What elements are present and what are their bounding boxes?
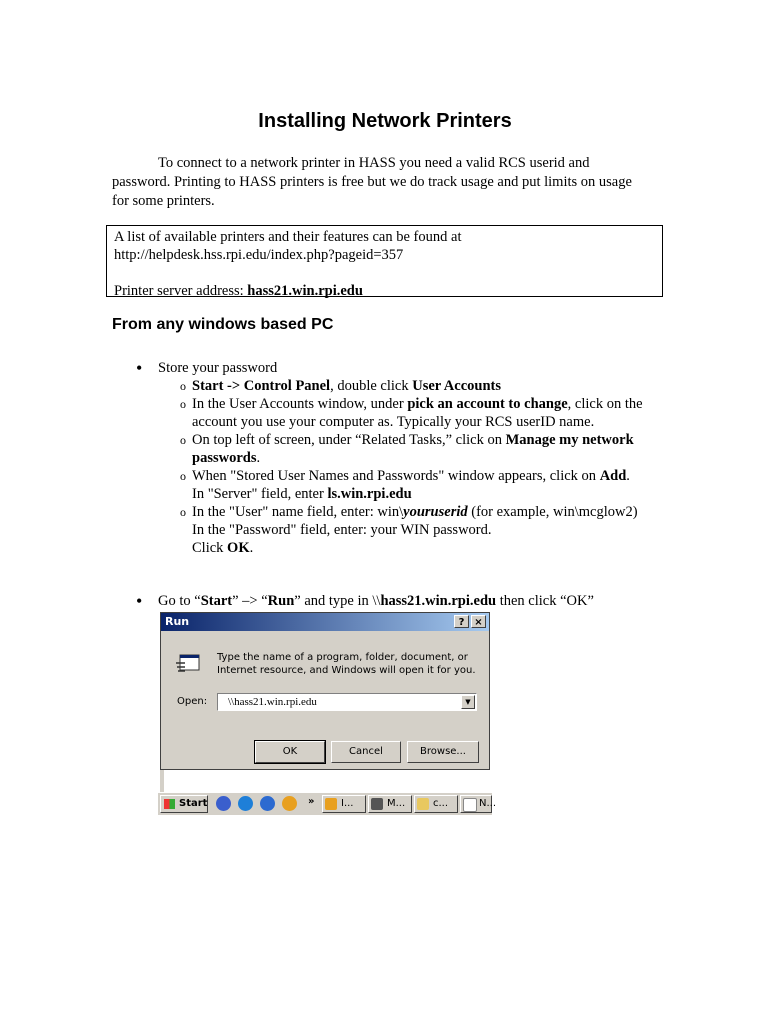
sub5-a: In the "User" name field, enter: win\ [192,504,404,520]
section-heading: From any windows based PC [112,316,334,333]
open-input-value: \\hass21.win.rpi.edu [228,696,317,708]
sub5-g: . [249,540,254,556]
sub3-a: On top left of screen, under “Related Tasks,” click on [192,432,506,448]
cancel-button[interactable]: Cancel [331,741,401,763]
sub-bullet-icon: o [180,433,186,447]
app-icon [325,798,337,810]
sub2-b: pick an account to change [407,396,568,412]
sub4-d: In "Server" field, enter [192,486,328,502]
folder-icon [417,798,429,810]
taskbar-item[interactable] [322,795,366,813]
app-icon [371,798,383,810]
taskbar-item[interactable] [414,795,458,813]
list-item [180,395,660,431]
server-address-line [114,282,662,300]
sub3-c: . [256,450,261,466]
step2-c: ” –> “ [232,593,268,609]
taskbar-item-label: N... [479,798,497,809]
browse-button[interactable]: Browse... [407,741,479,763]
help-button[interactable]: ? [454,615,469,628]
step2-a: Go to “ [158,593,201,609]
list-item [180,377,660,395]
ok-button[interactable]: OK [255,741,325,763]
step2-e: ” and type in \\ [294,593,381,609]
printer-list-url[interactable]: http://helpdesk.hss.rpi.edu/index.php?pageid=357 [114,247,404,263]
divider [160,770,164,792]
open-input[interactable] [217,693,477,711]
step2-line [158,592,594,610]
notepad-icon [463,798,477,812]
sub-bullet-icon: o [180,505,186,519]
run-icon [175,651,201,677]
sub4-a: When "Stored User Names and Passwords" window appears, click on [192,468,600,484]
chevron-right-icon[interactable]: » [308,796,315,807]
sub1-c: User Accounts [412,378,501,394]
open-label: Open: [177,696,208,707]
start-button[interactable] [160,795,208,813]
bullet-icon: • [136,591,143,611]
start-label: Start [179,798,208,809]
sub4-e: ls.win.rpi.edu [327,486,412,502]
run-description: Type the name of a program, folder, document, or Internet resource, and Windows will open it for you. [217,652,476,676]
run-dialog [160,612,490,770]
sub4-b: Add [599,468,627,484]
info-line-1: A list of available printers and their features can be found at [114,229,462,245]
sub5-e: Click [192,540,228,556]
step1-substeps [180,377,660,557]
step2-b: Start [200,593,233,609]
sub2-a: In the User Accounts window, under [192,396,408,412]
intro-paragraph [112,154,632,211]
sub1-b: , double click [330,378,413,394]
sub3-b: Manage my network passwords [192,432,634,466]
taskbar-item-label: c... [433,798,449,809]
quicklaunch-icon[interactable] [282,796,297,811]
step1-title: Store your password [158,360,278,376]
server-label: Printer server address: [114,283,248,299]
sub1-a: Start -> Control Panel [192,378,331,394]
sub4-c: . [626,468,630,484]
chevron-down-icon[interactable]: ▼ [461,695,475,709]
step2-f: hass21.win.rpi.edu [380,593,497,609]
taskbar-item-label: M... [387,798,406,809]
windows-logo-icon [164,799,175,809]
sub-bullet-icon: o [180,397,186,411]
bullet-icon: • [136,358,143,378]
sub2-c: , click on the account you use your computer as. Typically your RCS userID name. [192,396,643,430]
browser-icon[interactable] [238,796,253,811]
page-title: Installing Network Printers [258,110,512,132]
media-player-icon[interactable] [216,796,231,811]
intro-text: To connect to a network printer in HASS you need a valid RCS userid and password. Printing to HASS printers is free but we do track usage and put limits on usage for some printers. [112,155,632,209]
step2-g: then click “OK” [496,593,594,609]
sub-bullet-icon: o [180,469,186,483]
sub5-b: youruserid [403,504,468,520]
server-value: hass21.win.rpi.edu [247,283,363,299]
list-item [180,467,660,503]
taskbar-item-label: I... [341,798,354,809]
taskbar [158,792,497,815]
list-item [180,503,660,557]
run-dialog-title: Run [165,615,190,628]
desktop-icon[interactable] [260,796,275,811]
sub5-c: (for example, win\mcglow2) [467,504,638,520]
sub5-f: OK [227,540,250,556]
list-item [180,431,660,467]
close-button[interactable]: × [471,615,486,628]
sub5-d: In the "Password" field, enter: your WIN password. [192,522,492,538]
sub-bullet-icon: o [180,379,186,393]
step2-d: Run [267,593,295,609]
info-box [106,225,663,297]
run-dialog-titlebar [161,613,489,631]
taskbar-item[interactable] [460,795,497,813]
taskbar-item[interactable] [368,795,412,813]
